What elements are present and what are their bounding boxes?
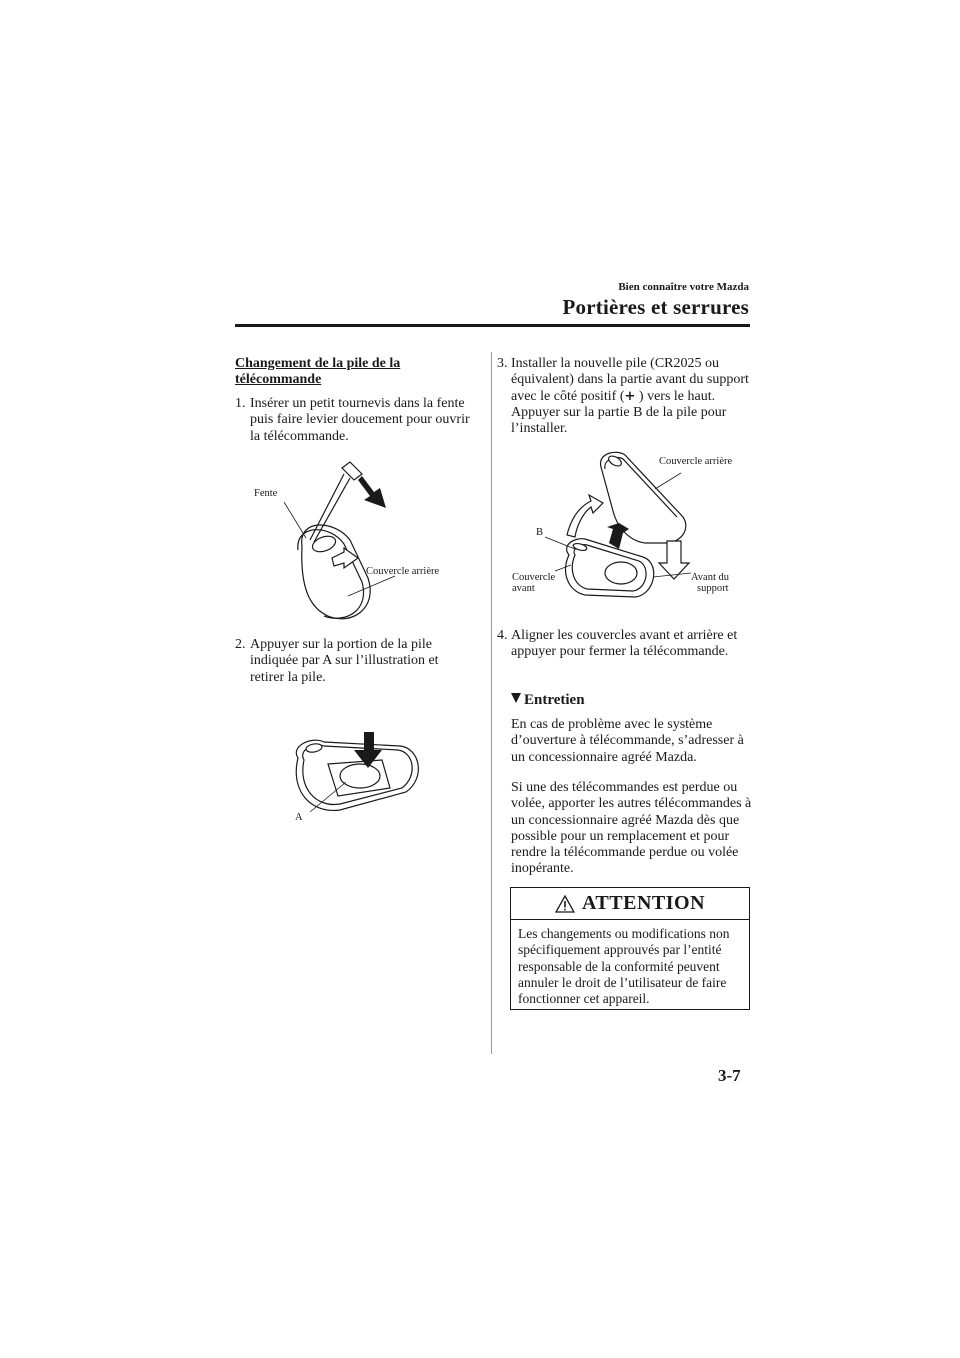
label-couvercle-avant-1: Couvercle <box>512 572 556 583</box>
attention-text: Les changements ou modifications non spécifiquement approuvés par l’entité responsable de la conformité peuvent annuler le droit de l’utilisateur de faire fonctionner cet appareil. <box>518 926 730 1007</box>
step-number: 2. <box>235 637 246 652</box>
header-rule <box>235 324 750 327</box>
step-text: Aligner les couvercles avant et arrière et appuyer pour fermer la télécommande. <box>511 628 738 660</box>
label-couvercle-arriere-1: Couvercle arrière <box>366 566 440 577</box>
warning-triangle-icon <box>555 895 575 913</box>
triangle-down-icon <box>511 693 521 703</box>
attention-header <box>511 888 749 920</box>
column-divider <box>491 352 492 1054</box>
page-number: 3-7 <box>718 1066 741 1085</box>
label-couvercle-arriere-2: Couvercle arrière <box>659 456 733 467</box>
entretien-title: Entretien <box>524 692 585 708</box>
label-a: A <box>295 812 303 823</box>
figure-open-remote <box>240 448 470 628</box>
chapter-title: Portières et serrures <box>562 295 749 319</box>
step-4 <box>497 628 747 661</box>
plus-icon: + <box>624 388 636 404</box>
label-avant-support-2: support <box>697 583 729 594</box>
step-number: 1. <box>235 396 246 411</box>
attention-box <box>510 887 750 1010</box>
step-3 <box>497 356 755 437</box>
step-2 <box>235 637 471 686</box>
figure-remove-battery <box>280 730 440 830</box>
label-b: B <box>536 527 544 538</box>
entretien-paragraph-2: Si une des télécommandes est perdue ou volée, apporter les autres télécommandes à un concessionnaire agréé Mazda dès que possible pour un remplacement et pour rendre la télécommande perdue ou volée inopérante. <box>511 780 752 877</box>
step-1 <box>235 396 471 445</box>
step-number: 3. <box>497 356 508 371</box>
section-title: Changement de la pile de la télécommande <box>235 356 401 387</box>
entretien-paragraph-1: En cas de problème avec le système d’ouverture à télécommande, s’adresser à un concessionnaire agréé Mazda. <box>511 717 744 765</box>
step-text: Appuyer sur la portion de la pile indiquée par A sur l’illustration et retirer la pile. <box>250 637 439 685</box>
chapter-subtitle: Bien connaître votre Mazda <box>618 281 749 293</box>
step-text: Insérer un petit tournevis dans la fente puis faire levier doucement pour ouvrir la télécommande. <box>250 396 470 444</box>
step-number: 4. <box>497 628 508 643</box>
attention-title: ATTENTION <box>581 892 706 914</box>
entretien-heading <box>511 692 585 709</box>
label-avant-support-1: Avant du <box>691 572 730 583</box>
label-couvercle-avant-2: avant <box>512 583 535 594</box>
step-text: Installer la nouvelle pile (CR2025 ou équivalent) dans la partie avant du support avec le côté positif ( <box>511 356 749 404</box>
step-text-after: ) vers le haut. Appuyer sur la partie B de la pile pour l’installer. <box>511 388 727 437</box>
label-fente: Fente <box>254 488 278 499</box>
